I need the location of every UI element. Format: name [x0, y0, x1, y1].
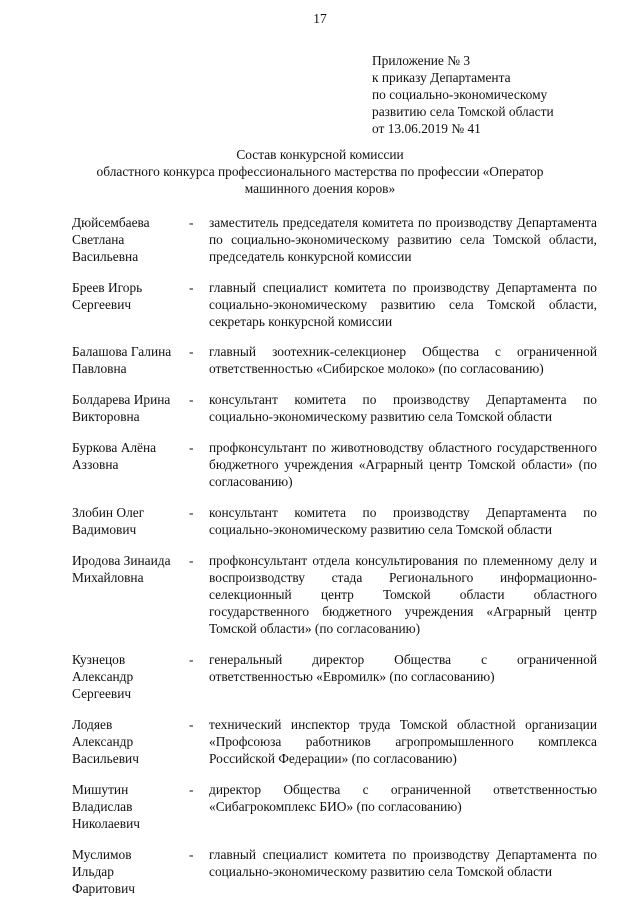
member-row: [72, 391, 597, 425]
member-name: Злобин Олег Вадимович: [72, 505, 145, 537]
title-line: машинного доения коров»: [244, 181, 396, 196]
member-role: профконсультант по животноводству областного государственного бюджетного учреждения «Аграрный центр Томской области» (по согласованию): [209, 440, 597, 489]
appendix-line: по социально-экономическому: [372, 87, 548, 102]
commission-member-list: [72, 214, 597, 897]
document-title: [60, 146, 580, 197]
appendix-block: [372, 52, 622, 137]
member-row: [72, 716, 597, 767]
member-role: главный зоотехник-селекционер Общества с ограниченной ответственностью «Сибирское молоко» (по согласованию): [209, 344, 597, 376]
member-row: [72, 651, 597, 702]
appendix-line: к приказу Департамента: [372, 70, 511, 85]
member-row: [72, 439, 597, 490]
member-name: Болдарева Ирина Викторовна: [72, 392, 171, 424]
member-dash: -: [189, 847, 194, 862]
member-row: [72, 846, 597, 897]
member-name: Кузнецов Александр Сергеевич: [72, 652, 134, 701]
member-name: Дюйсембаева Светлана Васильевна: [72, 215, 150, 264]
member-role: директор Общества с ограниченной ответственностью «Сибагрокомплекс БИО» (по согласованию): [209, 782, 597, 814]
member-name: Мишутин Владислав Николаевич: [72, 782, 140, 831]
member-role: технический инспектор труда Томской областной организации «Профсоюза работников агропромышленного комплекса Российской Федерации» (по согласованию): [209, 717, 597, 766]
member-row: [72, 343, 597, 377]
member-dash: -: [189, 344, 194, 359]
appendix-line: от 13.06.2019 № 41: [372, 121, 481, 136]
member-name: Буркова Алёна Аззовна: [72, 440, 157, 472]
member-dash: -: [189, 505, 194, 520]
member-role: заместитель председателя комитета по производству Департамента по социально-экономическому развитию села Томской области, председатель конкурсной комиссии: [209, 215, 597, 264]
member-dash: -: [189, 652, 194, 667]
member-name: Лодяев Александр Васильевич: [72, 717, 139, 766]
member-role: главный специалист комитета по производству Департамента по социально-экономическому развитию села Томской области: [209, 847, 597, 879]
member-row: [72, 552, 597, 637]
member-dash: -: [189, 215, 194, 230]
member-role: консультант комитета по производству Департамента по социально-экономическому развитию села Томской области: [209, 392, 597, 424]
member-row: [72, 781, 597, 832]
member-dash: -: [189, 392, 194, 407]
member-dash: -: [189, 782, 194, 797]
member-role: консультант комитета по производству Департамента по социально-экономическому развитию села Томской области: [209, 505, 597, 537]
member-row: [72, 504, 597, 538]
member-name: Балашова Галина Павловна: [72, 344, 172, 376]
title-line: Состав конкурсной комиссии: [236, 147, 404, 162]
member-row: [72, 214, 597, 265]
member-role: главный специалист комитета по производству Департамента по социально-экономическому развитию села Томской области, секретарь конкурсной комиссии: [209, 280, 597, 329]
member-role: генеральный директор Общества с ограниченной ответственностью «Евромилк» (по согласованию): [209, 652, 597, 684]
appendix-line: Приложение № 3: [372, 53, 471, 68]
member-name: Бреев Игорь Сергеевич: [72, 280, 143, 312]
member-role: профконсультант отдела консультирования по племенному делу и воспроизводству стада Регионального информационно-селекционный центр Томской области областного государственного бюджетного учреждения «Аграрный центр Томской области» (по согласованию): [209, 553, 597, 636]
appendix-line: развитию села Томской области: [372, 104, 554, 119]
member-dash: -: [189, 717, 194, 732]
title-line: областного конкурса профессионального мастерства по профессии «Оператор: [96, 164, 544, 179]
member-dash: -: [189, 280, 194, 295]
member-dash: -: [189, 553, 194, 568]
member-name: Муслимов Ильдар Фаритович: [72, 847, 135, 896]
member-name: Иродова Зинаида Михайловна: [72, 553, 171, 585]
page-number: 17: [313, 11, 327, 26]
member-row: [72, 279, 597, 330]
member-dash: -: [189, 440, 194, 455]
